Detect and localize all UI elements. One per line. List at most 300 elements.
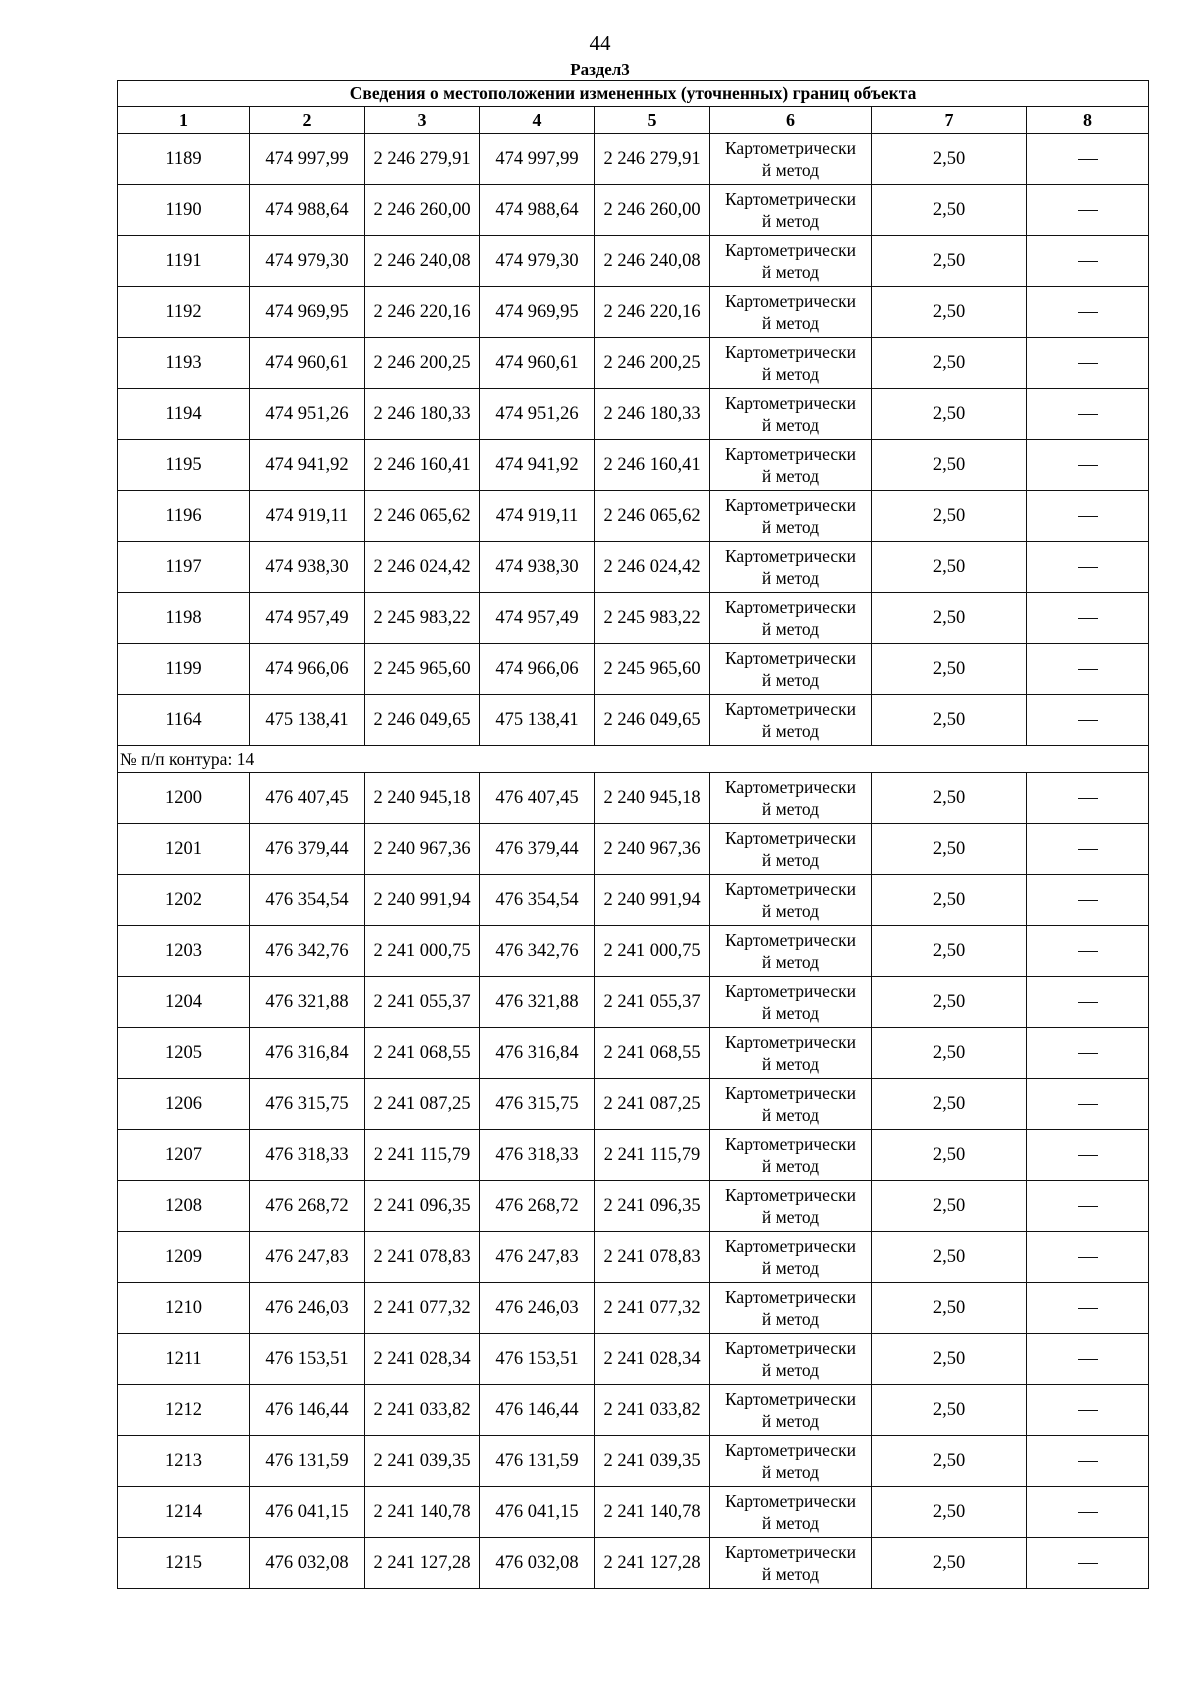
y-coordinate: 2 241 078,83: [365, 1232, 480, 1283]
method-text: й метод: [761, 1054, 820, 1074]
table-row: [118, 287, 1149, 338]
y-coordinate: 2 240 945,18: [365, 773, 480, 824]
x-coordinate-new: 476 407,45: [480, 773, 595, 824]
dash-icon: [1078, 516, 1098, 517]
method-text: й метод: [761, 466, 820, 486]
point-number: 1189: [118, 134, 250, 185]
column-header: 5: [595, 107, 710, 134]
method-cell: [710, 185, 872, 236]
table-row: [118, 824, 1149, 875]
y-coordinate: 2 245 965,60: [365, 644, 480, 695]
method-text: Картометрически: [724, 1338, 857, 1358]
y-coordinate: 2 241 028,34: [365, 1334, 480, 1385]
method-text: й метод: [761, 1105, 820, 1125]
method-text: Картометрически: [724, 240, 857, 260]
method-text: й метод: [761, 313, 820, 333]
empty-value-cell: [1027, 644, 1149, 695]
method-cell: [710, 389, 872, 440]
dash-icon: [1078, 849, 1098, 850]
dash-icon: [1078, 567, 1098, 568]
table-row: [118, 875, 1149, 926]
method-cell: [710, 593, 872, 644]
table-row: [118, 185, 1149, 236]
method-text: й метод: [761, 1411, 820, 1431]
x-coordinate: 474 966,06: [250, 644, 365, 695]
table-row: [118, 1028, 1149, 1079]
method-text: й метод: [761, 517, 820, 537]
precision-value: 2,50: [872, 977, 1027, 1028]
precision-value: 2,50: [872, 824, 1027, 875]
precision-value: 2,50: [872, 1538, 1027, 1589]
method-text: Картометрически: [724, 342, 857, 362]
x-coordinate-new: 474 941,92: [480, 440, 595, 491]
x-coordinate: 474 979,30: [250, 236, 365, 287]
y-coordinate-new: 2 241 115,79: [595, 1130, 710, 1181]
point-number: 1213: [118, 1436, 250, 1487]
method-text: й метод: [761, 721, 820, 741]
empty-value-cell: [1027, 134, 1149, 185]
dash-icon: [1078, 1155, 1098, 1156]
method-cell: [710, 491, 872, 542]
x-coordinate-new: 474 957,49: [480, 593, 595, 644]
point-number: 1197: [118, 542, 250, 593]
table-row: [118, 236, 1149, 287]
point-number: 1211: [118, 1334, 250, 1385]
x-coordinate: 476 153,51: [250, 1334, 365, 1385]
method-cell: [710, 977, 872, 1028]
precision-value: 2,50: [872, 1079, 1027, 1130]
precision-value: 2,50: [872, 1334, 1027, 1385]
dash-icon: [1078, 363, 1098, 364]
x-coordinate-new: 474 966,06: [480, 644, 595, 695]
method-text: й метод: [761, 901, 820, 921]
x-coordinate: 476 246,03: [250, 1283, 365, 1334]
empty-value-cell: [1027, 491, 1149, 542]
y-coordinate-new: 2 246 240,08: [595, 236, 710, 287]
y-coordinate: 2 246 065,62: [365, 491, 480, 542]
method-cell: [710, 1385, 872, 1436]
table-row: [118, 389, 1149, 440]
method-text: й метод: [761, 364, 820, 384]
empty-value-cell: [1027, 1232, 1149, 1283]
column-header: 3: [365, 107, 480, 134]
method-cell: [710, 1538, 872, 1589]
x-coordinate-new: 476 342,76: [480, 926, 595, 977]
method-text: Картометрически: [724, 1083, 857, 1103]
x-coordinate-new: 474 997,99: [480, 134, 595, 185]
point-number: 1201: [118, 824, 250, 875]
dash-icon: [1078, 1461, 1098, 1462]
point-number: 1210: [118, 1283, 250, 1334]
precision-value: 2,50: [872, 1130, 1027, 1181]
table-row: [118, 1334, 1149, 1385]
y-coordinate-new: 2 241 077,32: [595, 1283, 710, 1334]
x-coordinate: 476 146,44: [250, 1385, 365, 1436]
precision-value: 2,50: [872, 440, 1027, 491]
method-text: й метод: [761, 568, 820, 588]
y-coordinate: 2 246 240,08: [365, 236, 480, 287]
x-coordinate-new: 474 938,30: [480, 542, 595, 593]
x-coordinate-new: 474 988,64: [480, 185, 595, 236]
y-coordinate: 2 246 279,91: [365, 134, 480, 185]
y-coordinate-new: 2 246 180,33: [595, 389, 710, 440]
point-number: 1190: [118, 185, 250, 236]
column-header: 4: [480, 107, 595, 134]
method-cell: [710, 440, 872, 491]
precision-value: 2,50: [872, 338, 1027, 389]
x-coordinate: 474 919,11: [250, 491, 365, 542]
method-cell: [710, 1334, 872, 1385]
empty-value-cell: [1027, 542, 1149, 593]
y-coordinate: 2 241 000,75: [365, 926, 480, 977]
method-text: Картометрически: [724, 393, 857, 413]
dash-icon: [1078, 1308, 1098, 1309]
column-header: 6: [710, 107, 872, 134]
x-coordinate: 476 379,44: [250, 824, 365, 875]
y-coordinate: 2 241 055,37: [365, 977, 480, 1028]
method-text: й метод: [761, 262, 820, 282]
table-row: [118, 695, 1149, 746]
column-header: 2: [250, 107, 365, 134]
x-coordinate: 474 997,99: [250, 134, 365, 185]
method-text: Картометрически: [724, 1491, 857, 1511]
y-coordinate-new: 2 246 024,42: [595, 542, 710, 593]
method-text: Картометрически: [724, 828, 857, 848]
method-text: й метод: [761, 1207, 820, 1227]
table-row: [118, 440, 1149, 491]
method-text: й метод: [761, 1003, 820, 1023]
dash-icon: [1078, 159, 1098, 160]
table-row: [118, 593, 1149, 644]
point-number: 1204: [118, 977, 250, 1028]
precision-value: 2,50: [872, 1436, 1027, 1487]
method-text: Картометрически: [724, 597, 857, 617]
x-coordinate: 475 138,41: [250, 695, 365, 746]
precision-value: 2,50: [872, 593, 1027, 644]
point-number: 1195: [118, 440, 250, 491]
table-row: [118, 1079, 1149, 1130]
method-cell: [710, 1079, 872, 1130]
empty-value-cell: [1027, 926, 1149, 977]
y-coordinate: 2 246 180,33: [365, 389, 480, 440]
method-cell: [710, 644, 872, 695]
point-number: 1193: [118, 338, 250, 389]
y-coordinate-new: 2 240 967,36: [595, 824, 710, 875]
method-text: Картометрически: [724, 1440, 857, 1460]
point-number: 1207: [118, 1130, 250, 1181]
point-number: 1199: [118, 644, 250, 695]
y-coordinate: 2 241 096,35: [365, 1181, 480, 1232]
y-coordinate: 2 246 024,42: [365, 542, 480, 593]
point-number: 1192: [118, 287, 250, 338]
method-text: й метод: [761, 619, 820, 639]
y-coordinate-new: 2 240 991,94: [595, 875, 710, 926]
precision-value: 2,50: [872, 1283, 1027, 1334]
method-cell: [710, 773, 872, 824]
y-coordinate-new: 2 241 000,75: [595, 926, 710, 977]
point-number: 1212: [118, 1385, 250, 1436]
y-coordinate: 2 241 039,35: [365, 1436, 480, 1487]
point-number: 1196: [118, 491, 250, 542]
precision-value: 2,50: [872, 236, 1027, 287]
boundary-table: [117, 80, 1149, 1589]
method-cell: [710, 542, 872, 593]
table-row: [118, 977, 1149, 1028]
y-coordinate-new: 2 246 200,25: [595, 338, 710, 389]
table-row: [118, 491, 1149, 542]
empty-value-cell: [1027, 338, 1149, 389]
point-number: 1198: [118, 593, 250, 644]
x-coordinate: 476 407,45: [250, 773, 365, 824]
table-row: [118, 1385, 1149, 1436]
dash-icon: [1078, 261, 1098, 262]
x-coordinate-new: 476 318,33: [480, 1130, 595, 1181]
y-coordinate: 2 246 220,16: [365, 287, 480, 338]
y-coordinate-new: 2 246 260,00: [595, 185, 710, 236]
method-text: й метод: [761, 160, 820, 180]
precision-value: 2,50: [872, 185, 1027, 236]
x-coordinate-new: 476 321,88: [480, 977, 595, 1028]
column-header: 7: [872, 107, 1027, 134]
method-text: Картометрически: [724, 1032, 857, 1052]
y-coordinate-new: 2 241 055,37: [595, 977, 710, 1028]
dash-icon: [1078, 465, 1098, 466]
method-text: й метод: [761, 1513, 820, 1533]
method-text: Картометрически: [724, 1185, 857, 1205]
method-cell: [710, 1283, 872, 1334]
method-text: й метод: [761, 850, 820, 870]
x-coordinate-new: 474 969,95: [480, 287, 595, 338]
point-number: 1164: [118, 695, 250, 746]
y-coordinate: 2 240 991,94: [365, 875, 480, 926]
table-body: [118, 81, 1149, 1589]
empty-value-cell: [1027, 185, 1149, 236]
y-coordinate-new: 2 241 078,83: [595, 1232, 710, 1283]
empty-value-cell: [1027, 440, 1149, 491]
y-coordinate-new: 2 246 065,62: [595, 491, 710, 542]
y-coordinate: 2 241 033,82: [365, 1385, 480, 1436]
x-coordinate: 476 315,75: [250, 1079, 365, 1130]
empty-value-cell: [1027, 1385, 1149, 1436]
column-header: 8: [1027, 107, 1149, 134]
y-coordinate: 2 241 077,32: [365, 1283, 480, 1334]
precision-value: 2,50: [872, 1487, 1027, 1538]
x-coordinate: 474 957,49: [250, 593, 365, 644]
x-coordinate-new: 476 131,59: [480, 1436, 595, 1487]
method-cell: [710, 1436, 872, 1487]
method-text: й метод: [761, 1360, 820, 1380]
table-row: [118, 644, 1149, 695]
method-cell: [710, 1130, 872, 1181]
y-coordinate: 2 246 260,00: [365, 185, 480, 236]
dash-icon: [1078, 669, 1098, 670]
dash-icon: [1078, 1104, 1098, 1105]
empty-value-cell: [1027, 1079, 1149, 1130]
dash-icon: [1078, 720, 1098, 721]
method-text: Картометрически: [724, 1134, 857, 1154]
x-coordinate: 476 032,08: [250, 1538, 365, 1589]
table-row: [118, 1436, 1149, 1487]
point-number: 1214: [118, 1487, 250, 1538]
empty-value-cell: [1027, 1283, 1149, 1334]
table-row: [118, 134, 1149, 185]
dash-icon: [1078, 900, 1098, 901]
table-row: [118, 542, 1149, 593]
table-row: [118, 338, 1149, 389]
empty-value-cell: [1027, 236, 1149, 287]
y-coordinate-new: 2 241 028,34: [595, 1334, 710, 1385]
method-text: й метод: [761, 670, 820, 690]
x-coordinate-new: 474 960,61: [480, 338, 595, 389]
dash-icon: [1078, 1053, 1098, 1054]
empty-value-cell: [1027, 1028, 1149, 1079]
table-row: [118, 1130, 1149, 1181]
method-cell: [710, 236, 872, 287]
x-coordinate-new: 474 919,11: [480, 491, 595, 542]
method-text: й метод: [761, 799, 820, 819]
empty-value-cell: [1027, 977, 1149, 1028]
method-text: Картометрически: [724, 1389, 857, 1409]
method-cell: [710, 1487, 872, 1538]
y-coordinate-new: 2 241 033,82: [595, 1385, 710, 1436]
method-cell: [710, 134, 872, 185]
table-row: [118, 773, 1149, 824]
empty-value-cell: [1027, 1130, 1149, 1181]
precision-value: 2,50: [872, 389, 1027, 440]
dash-icon: [1078, 951, 1098, 952]
x-coordinate-new: 476 146,44: [480, 1385, 595, 1436]
y-coordinate: 2 246 160,41: [365, 440, 480, 491]
y-coordinate-new: 2 241 087,25: [595, 1079, 710, 1130]
point-number: 1206: [118, 1079, 250, 1130]
precision-value: 2,50: [872, 875, 1027, 926]
x-coordinate: 476 318,33: [250, 1130, 365, 1181]
contour-label: № п/п контура: 14: [118, 746, 1149, 773]
empty-value-cell: [1027, 1334, 1149, 1385]
x-coordinate-new: 476 032,08: [480, 1538, 595, 1589]
table-caption: Сведения о местоположении измененных (уточненных) границ объекта: [118, 81, 1149, 107]
y-coordinate-new: 2 241 068,55: [595, 1028, 710, 1079]
x-coordinate-new: 474 979,30: [480, 236, 595, 287]
precision-value: 2,50: [872, 1385, 1027, 1436]
point-number: 1194: [118, 389, 250, 440]
precision-value: 2,50: [872, 926, 1027, 977]
y-coordinate-new: 2 245 983,22: [595, 593, 710, 644]
y-coordinate-new: 2 241 127,28: [595, 1538, 710, 1589]
method-text: Картометрически: [724, 777, 857, 797]
dash-icon: [1078, 312, 1098, 313]
x-coordinate: 476 268,72: [250, 1181, 365, 1232]
method-text: й метод: [761, 1258, 820, 1278]
empty-value-cell: [1027, 824, 1149, 875]
x-coordinate-new: 474 951,26: [480, 389, 595, 440]
empty-value-cell: [1027, 1538, 1149, 1589]
y-coordinate: 2 241 087,25: [365, 1079, 480, 1130]
method-cell: [710, 1232, 872, 1283]
empty-value-cell: [1027, 593, 1149, 644]
empty-value-cell: [1027, 773, 1149, 824]
method-text: й метод: [761, 211, 820, 231]
method-cell: [710, 926, 872, 977]
method-text: Картометрически: [724, 930, 857, 950]
method-text: Картометрически: [724, 648, 857, 668]
x-coordinate: 476 342,76: [250, 926, 365, 977]
y-coordinate-new: 2 246 160,41: [595, 440, 710, 491]
x-coordinate-new: 476 379,44: [480, 824, 595, 875]
precision-value: 2,50: [872, 773, 1027, 824]
x-coordinate-new: 476 247,83: [480, 1232, 595, 1283]
x-coordinate: 476 041,15: [250, 1487, 365, 1538]
method-cell: [710, 824, 872, 875]
method-text: Картометрически: [724, 699, 857, 719]
y-coordinate: 2 246 049,65: [365, 695, 480, 746]
precision-value: 2,50: [872, 1181, 1027, 1232]
precision-value: 2,50: [872, 542, 1027, 593]
x-coordinate-new: 476 354,54: [480, 875, 595, 926]
y-coordinate-new: 2 241 096,35: [595, 1181, 710, 1232]
precision-value: 2,50: [872, 287, 1027, 338]
empty-value-cell: [1027, 1487, 1149, 1538]
method-text: й метод: [761, 1156, 820, 1176]
x-coordinate: 474 951,26: [250, 389, 365, 440]
point-number: 1203: [118, 926, 250, 977]
column-header-row: [118, 107, 1149, 134]
y-coordinate: 2 241 115,79: [365, 1130, 480, 1181]
table-row: [118, 926, 1149, 977]
x-coordinate: 474 960,61: [250, 338, 365, 389]
y-coordinate: 2 241 140,78: [365, 1487, 480, 1538]
method-text: Картометрически: [724, 495, 857, 515]
dash-icon: [1078, 1257, 1098, 1258]
precision-value: 2,50: [872, 695, 1027, 746]
column-header: 1: [118, 107, 250, 134]
point-number: 1208: [118, 1181, 250, 1232]
precision-value: 2,50: [872, 644, 1027, 695]
empty-value-cell: [1027, 1181, 1149, 1232]
method-text: Картометрически: [724, 138, 857, 158]
method-text: Картометрически: [724, 444, 857, 464]
x-coordinate: 474 938,30: [250, 542, 365, 593]
method-text: Картометрически: [724, 1287, 857, 1307]
dash-icon: [1078, 1563, 1098, 1564]
y-coordinate-new: 2 245 965,60: [595, 644, 710, 695]
contour-row: [118, 746, 1149, 773]
x-coordinate: 476 316,84: [250, 1028, 365, 1079]
method-text: Картометрически: [724, 879, 857, 899]
empty-value-cell: [1027, 1436, 1149, 1487]
method-text: й метод: [761, 415, 820, 435]
dash-icon: [1078, 1410, 1098, 1411]
y-coordinate: 2 240 967,36: [365, 824, 480, 875]
method-cell: [710, 1028, 872, 1079]
method-cell: [710, 338, 872, 389]
x-coordinate: 476 354,54: [250, 875, 365, 926]
method-text: Картометрически: [724, 1542, 857, 1562]
x-coordinate-new: 476 316,84: [480, 1028, 595, 1079]
dash-icon: [1078, 798, 1098, 799]
dash-icon: [1078, 1002, 1098, 1003]
method-text: Картометрически: [724, 981, 857, 1001]
empty-value-cell: [1027, 875, 1149, 926]
x-coordinate: 474 988,64: [250, 185, 365, 236]
y-coordinate: 2 241 068,55: [365, 1028, 480, 1079]
table-row: [118, 1232, 1149, 1283]
x-coordinate-new: 476 268,72: [480, 1181, 595, 1232]
point-number: 1209: [118, 1232, 250, 1283]
y-coordinate-new: 2 241 140,78: [595, 1487, 710, 1538]
dash-icon: [1078, 618, 1098, 619]
table-caption-row: [118, 81, 1149, 107]
